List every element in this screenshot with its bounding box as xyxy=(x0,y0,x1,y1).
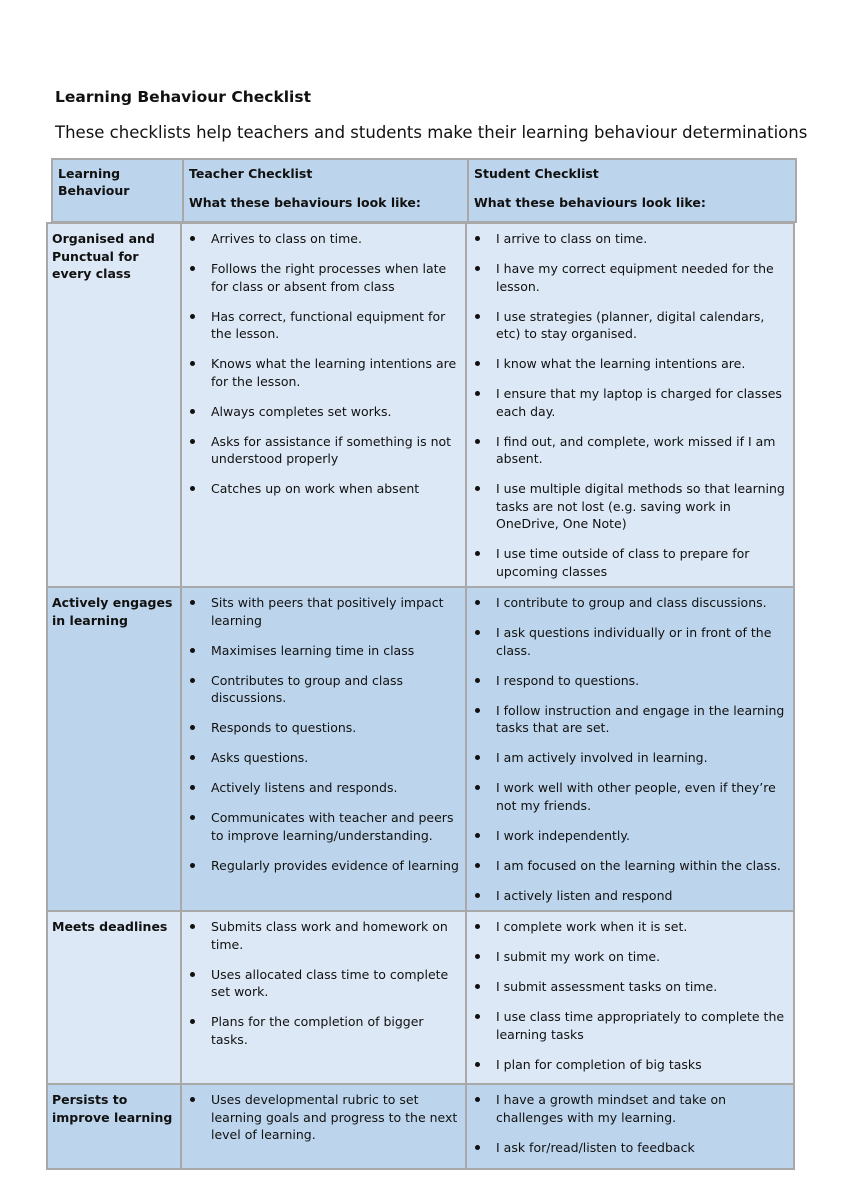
teacher-checklist-cell xyxy=(181,223,466,587)
list-item: I use class time appropriately to complete the learning tasks xyxy=(471,1008,789,1043)
header-learning-behaviour xyxy=(53,160,182,221)
student-checklist-cell xyxy=(466,911,794,1084)
list-item: I work independently. xyxy=(471,827,789,845)
list-item: I have my correct equipment needed for the lesson. xyxy=(471,260,789,295)
student-checklist-list xyxy=(471,918,789,1073)
list-item: I arrive to class on time. xyxy=(471,230,789,248)
header-col3-label: Student Checklist xyxy=(474,166,599,181)
teacher-checklist-cell xyxy=(181,1084,466,1169)
list-item: I complete work when it is set. xyxy=(471,918,789,936)
behaviour-cell: Organised and Punctual for every class xyxy=(47,223,181,587)
list-item: I have a growth mindset and take on challenges with my learning. xyxy=(471,1091,789,1126)
list-item: I actively listen and respond xyxy=(471,887,789,905)
teacher-checklist-list xyxy=(186,1091,461,1144)
list-item: I am actively involved in learning. xyxy=(471,749,789,767)
page-title: Learning Behaviour Checklist xyxy=(55,88,312,106)
list-item: I know what the learning intentions are. xyxy=(471,355,789,373)
list-item: Arrives to class on time. xyxy=(186,230,461,248)
list-item: I am focused on the learning within the class. xyxy=(471,857,789,875)
list-item: Follows the right processes when late for class or absent from class xyxy=(186,260,461,295)
teacher-checklist-cell xyxy=(181,587,466,911)
list-item: I find out, and complete, work missed if I am absent. xyxy=(471,433,789,468)
list-item: I respond to questions. xyxy=(471,672,789,690)
list-item: Has correct, functional equipment for the lesson. xyxy=(186,308,461,343)
list-item: Knows what the learning intentions are for the lesson. xyxy=(186,355,461,390)
page-subtitle: These checklists help teachers and students make their learning behaviour determinations xyxy=(55,123,808,142)
table-row xyxy=(47,1084,794,1169)
list-item: Asks for assistance if something is not understood properly xyxy=(186,433,461,468)
list-item: I follow instruction and engage in the learning tasks that are set. xyxy=(471,702,789,737)
table-row xyxy=(47,587,794,911)
list-item: I submit my work on time. xyxy=(471,948,789,966)
list-item: Sits with peers that positively impact learning xyxy=(186,594,461,629)
checklist-table xyxy=(46,222,795,1170)
table-row xyxy=(47,911,794,1084)
list-item: I ask questions individually or in front of the class. xyxy=(471,624,789,659)
list-item: Asks questions. xyxy=(186,749,461,767)
list-item: I ask for/read/listen to feedback xyxy=(471,1139,789,1157)
list-item: Maximises learning time in class xyxy=(186,642,461,660)
behaviour-cell: Actively engages in learning xyxy=(47,587,181,911)
list-item: Contributes to group and class discussions. xyxy=(186,672,461,707)
list-item: Responds to questions. xyxy=(186,719,461,737)
student-checklist-list xyxy=(471,1091,789,1156)
student-checklist-list xyxy=(471,594,789,904)
list-item: Uses developmental rubric to set learning goals and progress to the next level of learning. xyxy=(186,1091,461,1144)
header-col2-sub: What these behaviours look like: xyxy=(189,195,421,210)
list-item: Submits class work and homework on time. xyxy=(186,918,461,953)
table-row xyxy=(47,223,794,587)
student-checklist-list xyxy=(471,230,789,580)
behaviour-cell: Persists to improve learning xyxy=(47,1084,181,1169)
student-checklist-cell xyxy=(466,1084,794,1169)
teacher-checklist-list xyxy=(186,918,461,1048)
teacher-checklist-list xyxy=(186,230,461,498)
header-col2-label: Teacher Checklist xyxy=(189,166,313,181)
behaviour-cell: Meets deadlines xyxy=(47,911,181,1084)
list-item: Actively listens and responds. xyxy=(186,779,461,797)
list-item: Catches up on work when absent xyxy=(186,480,461,498)
header-student-checklist xyxy=(467,160,795,221)
header-col1-label: Learning Behaviour xyxy=(58,166,130,198)
list-item: Always completes set works. xyxy=(186,403,461,421)
list-item: I ensure that my laptop is charged for classes each day. xyxy=(471,385,789,420)
list-item: I use strategies (planner, digital calendars, etc) to stay organised. xyxy=(471,308,789,343)
student-checklist-cell xyxy=(466,223,794,587)
list-item: Regularly provides evidence of learning xyxy=(186,857,461,875)
checklist-header xyxy=(51,158,797,223)
list-item: I work well with other people, even if they’re not my friends. xyxy=(471,779,789,814)
list-item: I use time outside of class to prepare for upcoming classes xyxy=(471,545,789,580)
list-item: I contribute to group and class discussions. xyxy=(471,594,789,612)
list-item: Plans for the completion of bigger tasks. xyxy=(186,1013,461,1048)
teacher-checklist-list xyxy=(186,594,461,874)
list-item: I submit assessment tasks on time. xyxy=(471,978,789,996)
header-teacher-checklist xyxy=(182,160,467,221)
teacher-checklist-cell xyxy=(181,911,466,1084)
header-col3-sub: What these behaviours look like: xyxy=(474,195,706,210)
list-item: Uses allocated class time to complete set work. xyxy=(186,966,461,1001)
student-checklist-cell xyxy=(466,587,794,911)
list-item: Communicates with teacher and peers to improve learning/understanding. xyxy=(186,809,461,844)
list-item: I use multiple digital methods so that learning tasks are not lost (e.g. saving work in OneDrive, One Note) xyxy=(471,480,789,533)
list-item: I plan for completion of big tasks xyxy=(471,1056,789,1074)
